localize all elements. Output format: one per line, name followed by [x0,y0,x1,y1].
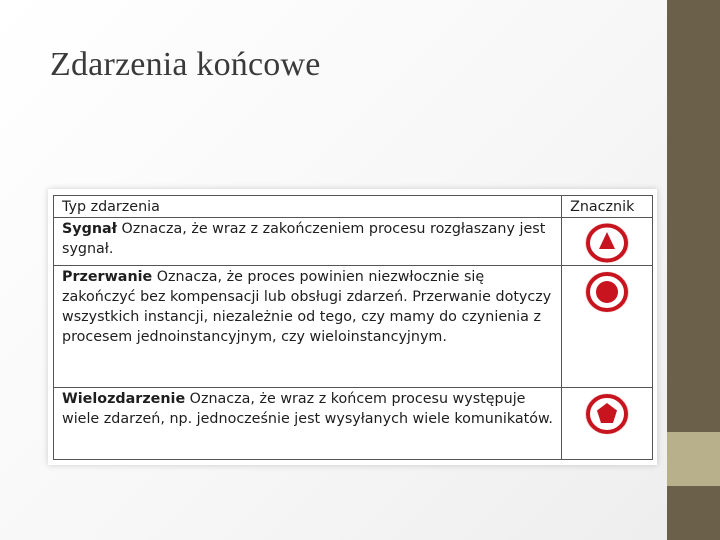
row-multiple-term: Wielozdarzenie [62,391,186,407]
header-marker: Znacznik [562,196,653,218]
table-row [54,388,653,460]
header-type: Typ zdarzenia [54,196,562,218]
sidebar-accent-block [667,432,720,486]
pentagon-end-event-icon [582,392,632,436]
row-signal-term: Sygnał [62,221,117,237]
row-multiple-marker [562,388,653,460]
row-interrupt-term: Przerwanie [62,269,153,285]
row-signal-marker [562,218,653,266]
triangle-end-event-icon [582,222,632,264]
table-header-row [54,196,653,218]
row-signal-text: Oznacza, że wraz z zakończeniem procesu rozgłaszany jest sygnał. [62,221,546,257]
row-interrupt-marker [562,266,653,388]
events-table-image [48,189,657,465]
circle-end-event-icon [582,270,632,314]
row-multiple-text: Oznacza, że wraz z końcem procesu występuje wiele zdarzeń, np. jednocześnie jest wysyłanych wiele komunikatów. [62,391,553,427]
table-row [54,218,653,266]
table-row [54,266,653,388]
row-signal-description [54,218,562,266]
slide-title: Zdarzenia końcowe [50,46,321,83]
row-interrupt-text: Oznacza, że proces powinien niezwłocznie się zakończyć bez kompensacji lub obsługi zdarzeń. Przerwanie dotyczy wszystkich instancji, niezależnie od tego, czy mamy do czynienia z procesem jednoinstancyjnym, czy wieloinstancyjnym. [62,269,552,345]
row-multiple-description [54,388,562,460]
row-interrupt-description [54,266,562,388]
events-table [53,195,653,460]
